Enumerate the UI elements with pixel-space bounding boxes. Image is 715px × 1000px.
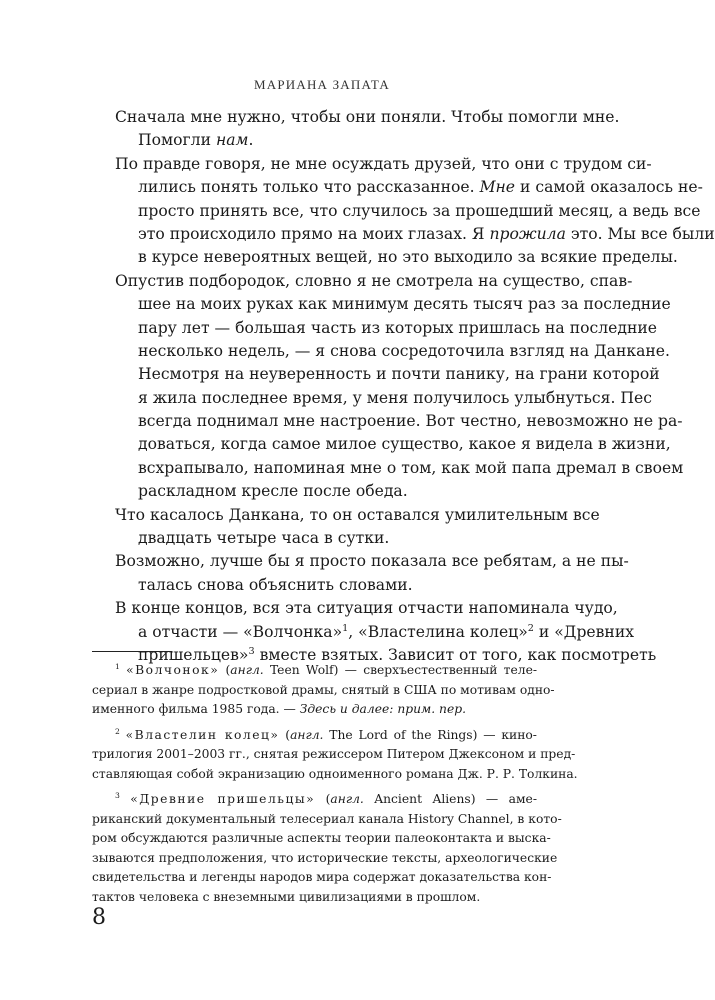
footnote-1 — [92, 661, 555, 720]
footnote-title: «Древние пришельцы» — [130, 792, 316, 806]
text-line — [92, 223, 715, 246]
text-line: сериал в жанре подростковой драмы, снятый в США по мотивам одно- — [92, 682, 555, 697]
text-line: Что касалось Данкана, то он оставался умилительным все — [115, 505, 600, 524]
emphasis-text: Мне — [479, 178, 516, 197]
emphasis-text: англ. — [230, 663, 264, 677]
footnote-ref-1: 1 — [342, 622, 349, 634]
text-line: в курсе невероятных вещей, но это выходило за всякие пределы. — [138, 248, 678, 267]
footnote-number: 2 — [115, 726, 120, 736]
text-run: The Lord of the Rings) — кино- — [323, 727, 537, 742]
text-line: трилогия 2001–2003 гг., снятая режиссером Питером Джексоном и пред- — [92, 747, 576, 761]
page-number: 8 — [92, 905, 106, 930]
text-run: Teen Wolf) — сверхъестественный теле- — [263, 663, 537, 677]
text-line: ром обсуждаются различные аспекты теории палеоконтакта и выска- — [92, 831, 551, 845]
paragraph-3 — [92, 270, 684, 504]
text-line — [92, 790, 537, 810]
text-run: пришельцев» — [138, 645, 249, 664]
text-line — [92, 176, 703, 199]
text-line: пару лет — большая часть из которых пришлась на последние — [138, 318, 657, 337]
footnote-2 — [92, 726, 578, 785]
text-line: раскладном кресле после обеда. — [138, 482, 408, 501]
text-line: я жила последнее время, у меня получилось улыбнуться. Пес — [138, 388, 652, 407]
text-line — [92, 661, 537, 681]
footnote-title: «Властелин колец» — [125, 727, 280, 742]
text-line — [92, 700, 537, 720]
text-line: Сначала мне нужно, чтобы они поняли. Чтобы помогли мне. — [115, 108, 620, 126]
emphasis-text: Здесь и далее: прим. пер. — [299, 702, 467, 716]
text-line: ставляющая собой экранизацию одноименного романа Дж. Р. Р. Толкина. — [92, 766, 578, 781]
footnote-number: 3 — [115, 790, 120, 800]
body-text — [92, 106, 715, 667]
text-run: а отчасти — «Волчонка» — [138, 622, 343, 641]
text-line — [92, 621, 635, 644]
footnote-divider — [92, 651, 172, 652]
text-run: , «Властелина колец» — [348, 622, 528, 641]
text-run: . — [248, 131, 254, 150]
text-line: двадцать четыре часа в сутки. — [138, 529, 390, 548]
text-line: тактов человека с внеземными цивилизациями в прошлом. — [92, 889, 481, 904]
text-line: несколько недель, — я снова сосредоточила взгляд на Данкане. — [138, 341, 670, 360]
paragraph-5 — [92, 550, 629, 597]
text-run: Ancient Aliens) — аме- — [363, 792, 537, 806]
text-run: это. Мы все были — [565, 224, 715, 243]
footnote-number: 1 — [115, 661, 120, 671]
paragraph-6 — [92, 597, 657, 667]
emphasis-text: англ. — [290, 727, 324, 742]
text-run: ( — [279, 727, 291, 742]
text-line: Опустив подбородок, словно я не смотрела на существо, спав- — [115, 271, 633, 290]
text-line: Несмотря на неуверенность и почти панику, на грани которой — [138, 365, 660, 384]
text-run: и самой оказалось не- — [515, 178, 703, 197]
text-run: ( — [315, 792, 331, 806]
text-line: талась снова объяснить словами. — [138, 575, 413, 594]
paragraph-4 — [92, 504, 600, 551]
text-line: зываются предположения, что исторические тексты, археологические — [92, 850, 558, 865]
emphasis-text: прожила — [489, 224, 566, 243]
text-line: шее на моих руках как минимум десять тысяч раз за последние — [138, 295, 671, 314]
paragraph-2 — [92, 153, 715, 270]
text-run: и «Древних — [533, 622, 635, 641]
text-line: В конце концов, вся эта ситуация отчасти напоминала чудо, — [115, 599, 618, 618]
footnotes — [92, 661, 578, 913]
text-line: свидетельства и легенды народов мира содержат доказательства кон- — [92, 870, 552, 884]
text-line: всхрапывало, напоминая мне о том, как мой папа дремал в своем — [138, 458, 684, 477]
text-line: доваться, когда самое милое существо, какое я видела в жизни, — [138, 435, 671, 454]
text-run: вместе взятых. Зависит от того, как посмотреть — [254, 645, 657, 664]
text-run: ( — [219, 663, 231, 677]
paragraph-1 — [92, 106, 620, 153]
text-run: лились понять только что рассказанное. — [138, 178, 480, 197]
text-line — [92, 726, 537, 746]
emphasis-text: нам — [215, 131, 249, 150]
text-line: По правде говоря, не мне осуждать друзей, что они с трудом си- — [115, 154, 652, 173]
footnote-ref-3: 3 — [248, 645, 255, 657]
text-line: просто принять все, что случилось за прошедший месяц, а ведь все — [138, 201, 701, 220]
text-line — [92, 129, 537, 152]
text-run: Помогли — [138, 131, 216, 150]
emphasis-text: англ. — [330, 792, 364, 806]
text-run: именного фильма 1985 года. — — [92, 702, 300, 716]
running-header-author: МАРИАНА ЗАПАТА — [254, 77, 390, 92]
text-line: Возможно, лучше бы я просто показала все ребятам, а не пы- — [115, 552, 629, 571]
footnote-ref-2: 2 — [527, 622, 534, 634]
text-run: это происходило прямо на моих глазах. Я — [138, 224, 490, 243]
footnote-title: «Волчонок» — [126, 663, 220, 677]
text-line: всегда поднимал мне настроение. Вот честно, невозможно не ра- — [138, 412, 683, 431]
text-line: риканский документальный телесериал канала History Channel, в кото- — [92, 811, 562, 826]
footnote-3 — [92, 790, 562, 907]
